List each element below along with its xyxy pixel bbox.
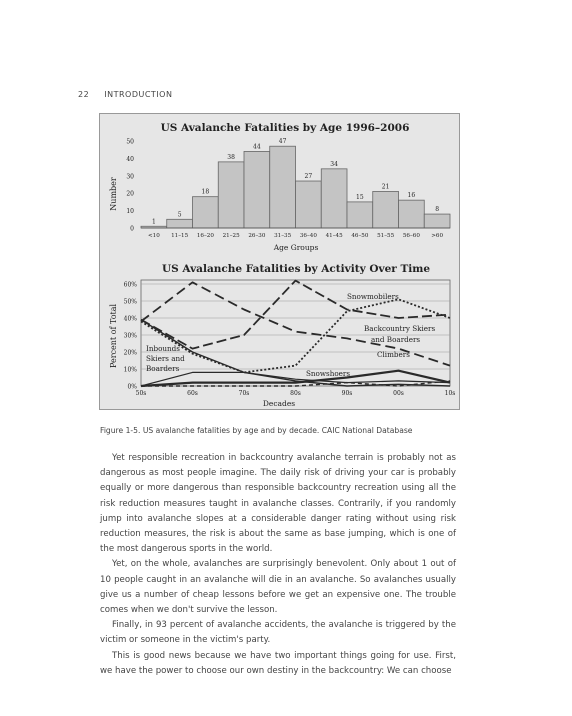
age-bar [321,169,347,228]
paragraph: Yet responsible recreation in backcountry avalanche terrain is probably not as dangerous as most people imagine. The daily risk of driving your car is probably equally or more dangerous than responsible backcountry recreation using all the risk reduction measures taught in avalanche classes. Contrarily, if you randomly jump into avalanche slopes at a considerable danger rating without using risk reduction measures, the risk is about the same as base jumping, which is one of the most dangerous sports in the world. [100,453,456,555]
section-title: INTRODUCTION [104,90,173,99]
activity-series-annotation: Snowshoers [306,369,351,378]
activity-xtick-label: 80s [290,390,301,397]
activity-ytick-label: 50% [123,298,137,306]
age-bar-value-label: 1 [151,218,156,226]
age-ytick-label: 50 [126,138,134,146]
age-bar [167,219,193,228]
page-number: 22 [78,90,90,99]
activity-ytick-label: 40% [123,315,137,323]
age-category-label: 26–30 [248,233,266,239]
age-category-label: 21–25 [222,233,240,239]
age-category-label: 11–15 [171,233,189,239]
paragraph: Finally, in 93 percent of avalanche accidents, the avalanche is triggered by the victim or someone in the victim's party. [100,620,456,646]
activity-chart-xlabel: Decades [262,399,296,408]
age-chart-title: US Avalanche Fatalities by Age 1996–2006 [160,122,410,134]
activity-chart [109,263,455,408]
activity-series-annotation: Skiers and [146,354,185,363]
age-ytick-label: 40 [126,155,134,163]
age-ytick-label: 0 [130,225,134,233]
age-category-label: 16–20 [196,233,214,239]
activity-series-annotation: Inbounds [146,344,180,353]
age-bar [399,200,425,228]
figure-box [99,113,460,410]
activity-plot-frame [141,280,450,386]
activity-chart-ylabel: Percent of Total [109,303,118,369]
body-text [100,451,456,679]
activity-xtick-label: 60s [187,390,198,397]
activity-series-line [141,371,450,386]
age-bar-value-label: 34 [330,160,338,168]
age-bar-value-label: 27 [304,173,313,181]
age-bar [270,146,296,228]
age-ytick-label: 10 [126,208,134,216]
age-chart-xlabel: Age Groups [273,243,319,252]
age-ytick-label: 30 [126,173,134,181]
age-bar-value-label: 16 [407,192,416,200]
figure-charts [100,114,459,409]
age-bar-value-label: 15 [356,193,364,201]
age-bar-value-label: 5 [177,211,182,219]
activity-xtick-label: 90s [341,390,353,397]
age-bar-value-label: 18 [201,188,210,196]
figure-caption: Figure 1-5. US avalanche fatalities by age and by decade. CAIC National Database [100,426,413,435]
activity-ytick-label: 60% [123,281,137,289]
activity-series-annotation: and Boarders [371,335,421,344]
age-category-label: 36–40 [299,233,317,239]
activity-ytick-label: 30% [123,332,137,340]
activity-series-annotation: Snowmobilers [347,292,399,301]
age-bar [296,181,322,228]
running-header [78,90,184,99]
age-bar-value-label: 44 [253,143,261,151]
activity-xtick-label: 10s [444,390,456,397]
age-category-label: <10 [147,233,160,239]
paragraph: This is good news because we have two important things going for use. First, we have the power to choose our own destiny in the backcountry: We can choose [100,650,456,676]
activity-series-annotation: Backcountry Skiers [364,324,436,333]
age-bar [373,191,399,228]
age-category-label: 56–60 [402,233,420,239]
age-bar [347,202,373,228]
age-bar-value-label: 21 [381,183,390,191]
age-category-label: 51–55 [377,233,395,239]
activity-xtick-label: 70s [238,390,250,397]
age-bar [424,214,450,228]
paragraph: Yet, on the whole, avalanches are surprisingly benevolent. Only about 1 out of 10 people caught in an avalanche will die in an avalanche. So avalanches usually give us a number of cheap lessons before we get an expensive one. The trouble comes when we don't survive the lesson. [100,559,456,616]
age-bar [193,197,219,228]
age-bar-value-label: 38 [227,153,235,161]
age-bar-value-label: 8 [435,206,440,214]
activity-ytick-label: 0% [127,383,137,391]
age-category-label: 31–35 [274,233,292,239]
age-bar [218,162,244,228]
age-bar [244,151,270,228]
age-chart-ylabel: Number [109,177,118,211]
activity-ytick-label: 10% [123,366,137,374]
age-ytick-label: 20 [126,190,134,198]
activity-series-annotation: Climbers [377,350,410,359]
age-category-label: 46–50 [351,233,369,239]
age-chart [109,122,450,252]
activity-series-annotation: Boarders [146,364,180,373]
activity-ytick-label: 20% [123,349,137,357]
age-bar-value-label: 47 [278,138,287,146]
activity-xtick-label: 00s [393,390,404,397]
activity-chart-title: US Avalanche Fatalities by Activity Over Time [161,263,431,275]
activity-xtick-label: 50s [135,390,147,397]
age-category-label: >60 [431,233,444,239]
age-category-label: 41–45 [325,233,343,239]
